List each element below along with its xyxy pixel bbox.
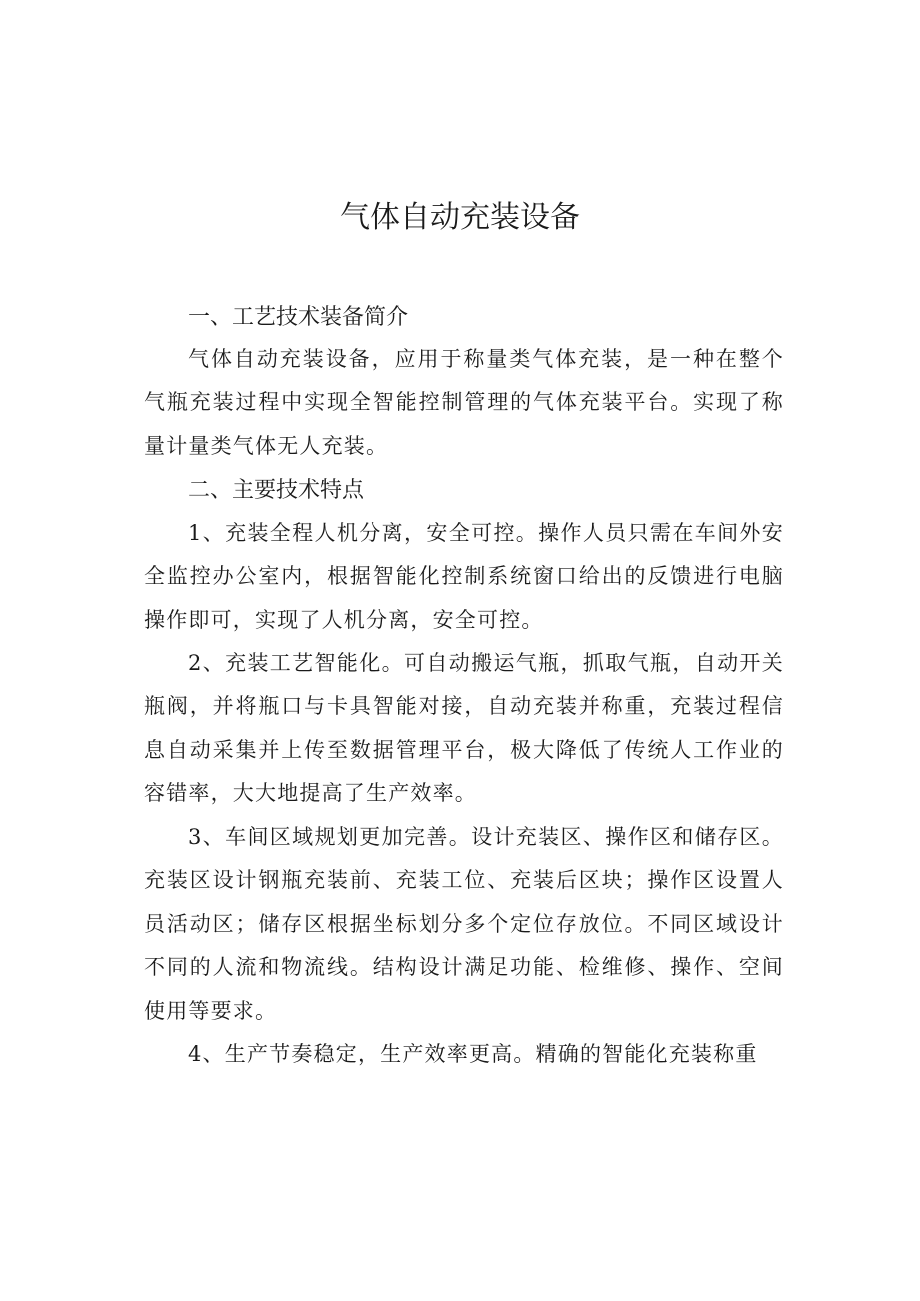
feature-paragraph-3: 3、车间区域规划更加完善。设计充装区、操作区和储存区。充装区设计钢瓶充装前、充装工位、充装后区块；操作区设置人员活动区；储存区根据坐标划分多个定位存放位。不同区域设计不同的人流和物流线。结构设计满足功能、检维修、操作、空间使用等要求。	[144, 825, 784, 1023]
section-heading-features: 二、主要技术特点	[188, 478, 365, 503]
feature-paragraph-4: 4、生产节奏稳定，生产效率更高。精确的智能化充装称重	[188, 1042, 758, 1066]
document-title: 气体自动充装设备	[340, 200, 580, 235]
section-heading-intro: 一、工艺技术装备简介	[188, 305, 409, 330]
feature-paragraph-2: 2、充装工艺智能化。可自动搬运气瓶，抓取气瓶，自动开关瓶阀，并将瓶口与卡具智能对接，自动充装并称重，充装过程信息自动采集并上传至数据管理平台，极大降低了传统人工作业的容错率，大大地提高了生产效率。	[144, 651, 784, 806]
intro-paragraph: 气体自动充装设备，应用于称量类气体充装，是一种在整个气瓶充装过程中实现全智能控制管理的气体充装平台。实现了称量计量类气体无人充装。	[144, 347, 784, 458]
feature-paragraph-1: 1、充装全程人机分离，安全可控。操作人员只需在车间外安全监控办公室内，根据智能化控制系统窗口给出的反馈进行电脑操作即可，实现了人机分离，安全可控。	[144, 521, 784, 632]
